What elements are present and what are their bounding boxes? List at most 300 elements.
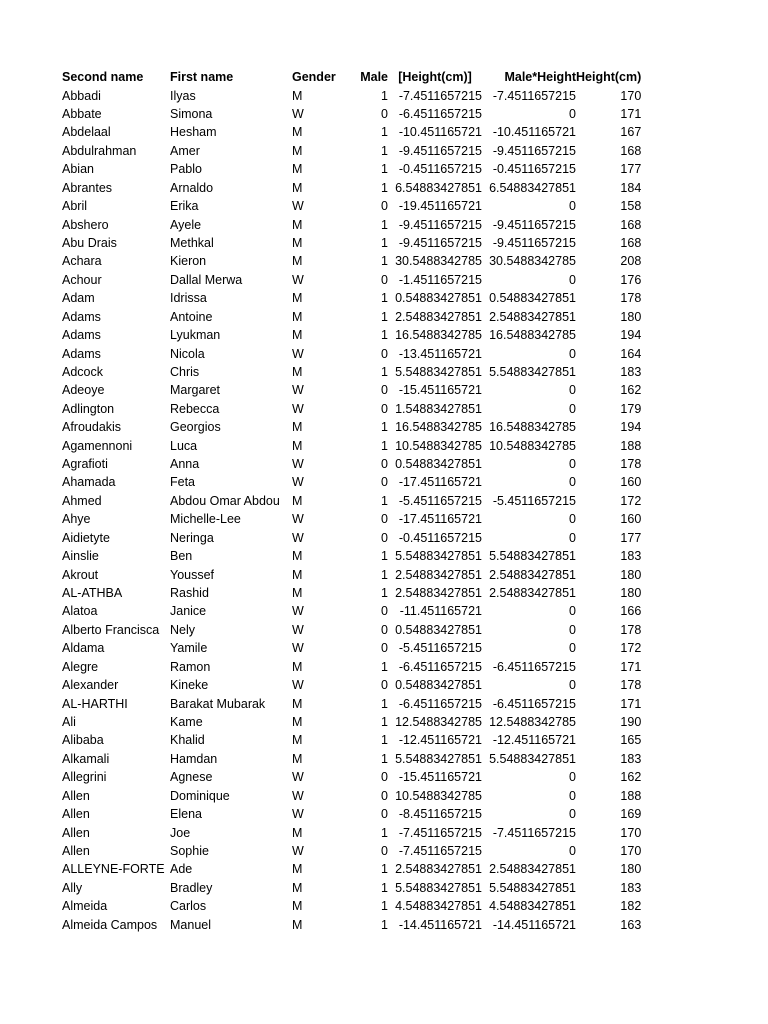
table-row [62, 381, 641, 399]
table-row [62, 915, 641, 933]
first-name-cell: Hesham [170, 125, 217, 140]
gender-cell: W [292, 530, 304, 545]
height-centered-cell: 2.54883427851 [395, 586, 482, 601]
first-name-cell: Luca [170, 438, 198, 453]
gender-cell: M [292, 291, 303, 306]
first-name-cell: Pablo [170, 162, 202, 177]
first-name-cell: Bradley [170, 880, 213, 895]
gender-cell: M [292, 567, 303, 582]
first-name-cell: Carlos [170, 899, 207, 914]
male-height-cell: -0.4511657215 [492, 162, 576, 177]
height-centered-cell: 2.54883427851 [395, 567, 482, 582]
table-row [62, 455, 641, 473]
male-height-cell: 0 [569, 401, 576, 416]
first-name-cell: Sophie [170, 843, 209, 858]
height-centered-cell: 12.5488342785 [395, 714, 482, 729]
height-cm-cell: 160 [620, 512, 642, 527]
first-name-cell: Manuel [170, 917, 211, 932]
second-name-cell: Adams [62, 346, 101, 361]
height-centered-cell: 2.54883427851 [395, 309, 482, 324]
height-centered-cell: -9.4511657215 [398, 217, 482, 232]
height-centered-cell: -17.451165721 [398, 475, 482, 490]
male-height-cell: 0 [569, 272, 576, 287]
male-height-cell: 5.54883427851 [489, 364, 576, 379]
second-name-cell: Almeida Campos [62, 917, 158, 932]
male-cell: 1 [381, 751, 388, 766]
male-cell: 1 [381, 733, 388, 748]
gender-cell: M [292, 917, 303, 932]
height-cm-cell: 168 [620, 143, 642, 158]
table-row [62, 234, 641, 252]
male-height-cell: 0 [569, 475, 576, 490]
gender-cell: W [292, 475, 304, 490]
header-second-name: Second name [62, 70, 144, 85]
first-name-cell: Ben [170, 549, 193, 564]
male-height-cell: 0 [569, 843, 576, 858]
first-name-cell: Ade [170, 862, 193, 877]
height-centered-cell: 16.5488342785 [395, 328, 482, 343]
height-cm-cell: 171 [620, 696, 642, 711]
male-cell: 0 [381, 530, 388, 545]
second-name-cell: Adlington [62, 401, 115, 416]
height-centered-cell: 0.54883427851 [395, 291, 482, 306]
height-centered-cell: -5.4511657215 [398, 493, 482, 508]
second-name-cell: Ali [62, 714, 76, 729]
height-cm-cell: 162 [620, 383, 642, 398]
height-cm-cell: 194 [620, 328, 642, 343]
male-cell: 0 [381, 346, 388, 361]
male-height-cell: 0 [569, 678, 576, 693]
male-cell: 0 [381, 604, 388, 619]
height-centered-cell: 4.54883427851 [395, 899, 482, 914]
first-name-cell: Feta [170, 475, 196, 490]
first-name-cell: Hamdan [170, 751, 218, 766]
male-cell: 0 [381, 678, 388, 693]
table-row [62, 142, 641, 160]
male-cell: 1 [381, 236, 388, 250]
table-row [62, 160, 641, 178]
first-name-cell: Antoine [170, 309, 213, 324]
male-cell: 1 [381, 917, 388, 932]
first-name-cell: Michelle-Lee [170, 512, 241, 527]
male-cell: 1 [381, 125, 388, 140]
gender-cell: M [292, 659, 303, 674]
male-height-cell: -5.4511657215 [492, 493, 576, 508]
height-centered-cell: -17.451165721 [398, 512, 482, 527]
table-row [62, 584, 641, 602]
second-name-cell: Alkamali [62, 751, 110, 766]
height-cm-cell: 194 [620, 420, 642, 435]
gender-cell: W [292, 843, 304, 858]
header-first-name: First name [170, 70, 234, 85]
second-name-cell: Abdulrahman [62, 143, 137, 158]
height-cm-cell: 169 [620, 807, 642, 822]
male-height-cell: 0 [569, 512, 576, 527]
table-row [62, 307, 641, 325]
gender-cell: W [292, 199, 304, 214]
male-cell: 0 [381, 457, 388, 472]
first-name-cell: Idrissa [170, 291, 207, 306]
second-name-cell: ALLEYNE-FORTE [62, 862, 165, 877]
height-cm-cell: 178 [620, 291, 642, 306]
table-row [62, 529, 641, 547]
table-row [62, 252, 641, 270]
athlete-height-table [62, 68, 641, 934]
second-name-cell: Almeida [62, 899, 108, 914]
first-name-cell: Janice [170, 604, 207, 619]
male-height-cell: -7.4511657215 [492, 825, 576, 840]
first-name-cell: Ilyas [170, 88, 196, 103]
first-name-cell: Youssef [170, 567, 215, 582]
first-name-cell: Rebecca [170, 401, 220, 416]
male-cell: 0 [381, 641, 388, 656]
male-height-cell: 0 [569, 788, 576, 803]
height-centered-cell: -0.4511657215 [398, 162, 482, 177]
second-name-cell: Ally [62, 880, 83, 895]
table-row [62, 400, 641, 418]
gender-cell: M [292, 549, 303, 564]
height-centered-cell: -10.451165721 [398, 125, 482, 140]
gender-cell: M [292, 180, 303, 195]
gender-cell: M [292, 217, 303, 232]
height-cm-cell: 158 [620, 199, 642, 214]
header-height-cm: Height(cm) [576, 70, 642, 85]
male-cell: 1 [381, 291, 388, 306]
male-cell: 1 [381, 567, 388, 582]
male-cell: 1 [381, 586, 388, 601]
table-row [62, 786, 641, 804]
male-height-cell: -7.4511657215 [492, 88, 576, 103]
table-row [62, 363, 641, 381]
second-name-cell: Alberto Francisca [62, 622, 160, 637]
height-cm-cell: 180 [620, 567, 642, 582]
height-cm-cell: 178 [620, 622, 642, 637]
height-centered-cell: -15.451165721 [398, 770, 482, 785]
male-cell: 0 [381, 107, 388, 122]
first-name-cell: Joe [170, 825, 191, 840]
gender-cell: W [292, 401, 304, 416]
table-row [62, 473, 641, 491]
height-centered-cell: -7.4511657215 [398, 843, 482, 858]
gender-cell: W [292, 272, 304, 287]
gender-cell: M [292, 714, 303, 729]
height-cm-cell: 168 [620, 236, 642, 250]
table-row [62, 694, 641, 712]
first-name-cell: Arnaldo [170, 180, 214, 195]
gender-cell: W [292, 383, 304, 398]
height-cm-cell: 168 [620, 217, 642, 232]
male-height-cell: 0 [569, 622, 576, 637]
male-height-cell: 0 [569, 199, 576, 214]
second-name-cell: Abbadi [62, 88, 101, 103]
second-name-cell: Abril [62, 199, 88, 214]
height-cm-cell: 188 [620, 788, 642, 803]
height-centered-cell: 30.5488342785 [395, 254, 482, 269]
second-name-cell: Abdelaal [62, 125, 111, 140]
height-cm-cell: 182 [620, 899, 642, 914]
gender-cell: M [292, 899, 303, 914]
male-cell: 1 [381, 180, 388, 195]
table-row [62, 897, 641, 915]
height-centered-cell: -0.4511657215 [398, 530, 482, 545]
male-cell: 0 [381, 770, 388, 785]
gender-cell: W [292, 788, 304, 803]
male-cell: 1 [381, 309, 388, 324]
male-height-cell: -12.451165721 [492, 733, 576, 748]
table-row [62, 879, 641, 897]
header-male-height: Male*Height [504, 70, 576, 85]
height-cm-cell: 208 [620, 254, 642, 269]
male-cell: 0 [381, 475, 388, 490]
male-height-cell: 10.5488342785 [489, 438, 576, 453]
male-height-cell: 0.54883427851 [489, 291, 576, 306]
second-name-cell: Ahamada [62, 475, 116, 490]
height-cm-cell: 165 [620, 733, 642, 748]
male-cell: 1 [381, 364, 388, 379]
height-cm-cell: 170 [620, 88, 642, 103]
table-row [62, 418, 641, 436]
second-name-cell: Agamennoni [62, 438, 133, 453]
male-cell: 0 [381, 272, 388, 287]
first-name-cell: Nicola [170, 346, 205, 361]
height-centered-cell: 0.54883427851 [395, 457, 482, 472]
male-height-cell: 16.5488342785 [489, 420, 576, 435]
height-centered-cell: 16.5488342785 [395, 420, 482, 435]
second-name-cell: Alatoa [62, 604, 98, 619]
height-cm-cell: 171 [620, 107, 642, 122]
height-centered-cell: -6.4511657215 [398, 659, 482, 674]
gender-cell: M [292, 586, 303, 601]
height-centered-cell: -1.4511657215 [398, 272, 482, 287]
height-cm-cell: 183 [620, 880, 642, 895]
height-centered-cell: -9.4511657215 [398, 143, 482, 158]
gender-cell: M [292, 143, 303, 158]
second-name-cell: Alexander [62, 678, 119, 693]
male-height-cell: 2.54883427851 [489, 862, 576, 877]
height-cm-cell: 177 [620, 162, 642, 177]
height-cm-cell: 190 [620, 714, 642, 729]
second-name-cell: Abshero [62, 217, 109, 232]
first-name-cell: Georgios [170, 420, 221, 435]
second-name-cell: Adeoye [62, 383, 105, 398]
male-cell: 1 [381, 143, 388, 158]
first-name-cell: Kieron [170, 254, 207, 269]
table-row [62, 86, 641, 104]
height-cm-cell: 170 [620, 825, 642, 840]
male-cell: 1 [381, 696, 388, 711]
gender-cell: M [292, 825, 303, 840]
table-row [62, 676, 641, 694]
male-cell: 0 [381, 807, 388, 822]
height-cm-cell: 183 [620, 364, 642, 379]
male-cell: 0 [381, 512, 388, 527]
second-name-cell: Adams [62, 328, 101, 343]
height-centered-cell: -7.4511657215 [398, 88, 482, 103]
second-name-cell: Abrantes [62, 180, 113, 195]
header-height-centered: [Height(cm)] [398, 70, 472, 85]
height-centered-cell: 0.54883427851 [395, 622, 482, 637]
table-row [62, 344, 641, 362]
male-height-cell: 0 [569, 641, 576, 656]
table-body [62, 86, 641, 933]
male-height-cell: 5.54883427851 [489, 880, 576, 895]
male-height-cell: -6.4511657215 [492, 659, 576, 674]
table-row [62, 602, 641, 620]
header-row [62, 68, 641, 86]
male-height-cell: 2.54883427851 [489, 567, 576, 582]
first-name-cell: Abdou Omar Abdou [170, 493, 280, 508]
table-row [62, 658, 641, 676]
table-row [62, 215, 641, 233]
second-name-cell: Allegrini [62, 770, 107, 785]
male-cell: 1 [381, 899, 388, 914]
male-cell: 1 [381, 162, 388, 177]
gender-cell: M [292, 438, 303, 453]
gender-cell: M [292, 254, 303, 269]
header-gender: Gender [292, 70, 336, 85]
male-cell: 0 [381, 401, 388, 416]
male-height-cell: 2.54883427851 [489, 586, 576, 601]
height-cm-cell: 166 [620, 604, 642, 619]
second-name-cell: Ahmed [62, 493, 102, 508]
male-height-cell: -9.4511657215 [492, 217, 576, 232]
height-cm-cell: 184 [620, 180, 642, 195]
height-centered-cell: 2.54883427851 [395, 862, 482, 877]
first-name-cell: Chris [170, 364, 200, 379]
male-height-cell: -14.451165721 [492, 917, 576, 932]
gender-cell: W [292, 457, 304, 472]
height-centered-cell: 6.54883427851 [395, 180, 482, 195]
gender-cell: W [292, 807, 304, 822]
male-cell: 0 [381, 622, 388, 637]
table-row [62, 289, 641, 307]
table-row [62, 123, 641, 141]
first-name-cell: Methkal [170, 236, 214, 250]
table-row [62, 510, 641, 528]
male-cell: 1 [381, 328, 388, 343]
table-row [62, 492, 641, 510]
table-row [62, 713, 641, 731]
first-name-cell: Dallal Merwa [170, 272, 243, 287]
first-name-cell: Kineke [170, 678, 209, 693]
gender-cell: M [292, 420, 303, 435]
second-name-cell: AL-ATHBA [62, 586, 123, 601]
table-row [62, 271, 641, 289]
height-centered-cell: -8.4511657215 [398, 807, 482, 822]
male-cell: 1 [381, 880, 388, 895]
second-name-cell: Alibaba [62, 733, 104, 748]
second-name-cell: Achara [62, 254, 102, 269]
male-height-cell: -9.4511657215 [492, 143, 576, 158]
height-cm-cell: 170 [620, 843, 642, 858]
table-row [62, 731, 641, 749]
male-cell: 1 [381, 254, 388, 269]
height-cm-cell: 167 [620, 125, 642, 140]
height-centered-cell: 5.54883427851 [395, 880, 482, 895]
first-name-cell: Yamile [170, 641, 208, 656]
male-cell: 1 [381, 549, 388, 564]
gender-cell: W [292, 604, 304, 619]
second-name-cell: Abian [62, 162, 94, 177]
first-name-cell: Amer [170, 143, 200, 158]
male-height-cell: 30.5488342785 [489, 254, 576, 269]
table-row [62, 842, 641, 860]
second-name-cell: Aldama [62, 641, 105, 656]
first-name-cell: Rashid [170, 586, 209, 601]
first-name-cell: Khalid [170, 733, 205, 748]
height-cm-cell: 188 [620, 438, 642, 453]
height-cm-cell: 180 [620, 862, 642, 877]
gender-cell: M [292, 328, 303, 343]
gender-cell: M [292, 862, 303, 877]
second-name-cell: AL-HARTHI [62, 696, 128, 711]
male-cell: 1 [381, 659, 388, 674]
height-cm-cell: 162 [620, 770, 642, 785]
male-cell: 1 [381, 493, 388, 508]
male-height-cell: 0 [569, 807, 576, 822]
second-name-cell: Agrafioti [62, 457, 108, 472]
gender-cell: M [292, 125, 303, 140]
male-height-cell: 0 [569, 107, 576, 122]
male-cell: 0 [381, 788, 388, 803]
second-name-cell: Achour [62, 272, 102, 287]
table-row [62, 326, 641, 344]
height-centered-cell: -19.451165721 [398, 199, 482, 214]
height-centered-cell: 10.5488342785 [395, 788, 482, 803]
gender-cell: W [292, 770, 304, 785]
male-height-cell: 0 [569, 346, 576, 361]
male-cell: 1 [381, 825, 388, 840]
male-height-cell: 0 [569, 604, 576, 619]
second-name-cell: Akrout [62, 567, 99, 582]
height-centered-cell: -7.4511657215 [398, 825, 482, 840]
second-name-cell: Allen [62, 788, 90, 803]
gender-cell: W [292, 641, 304, 656]
male-cell: 0 [381, 843, 388, 858]
second-name-cell: Allen [62, 807, 90, 822]
second-name-cell: Adams [62, 309, 101, 324]
second-name-cell: Allen [62, 843, 90, 858]
height-centered-cell: -6.4511657215 [398, 696, 482, 711]
first-name-cell: Neringa [170, 530, 214, 545]
height-centered-cell: 10.5488342785 [395, 438, 482, 453]
second-name-cell: Aidietyte [62, 530, 110, 545]
first-name-cell: Ramon [170, 659, 211, 674]
gender-cell: M [292, 696, 303, 711]
second-name-cell: Alegre [62, 659, 99, 674]
table-row [62, 639, 641, 657]
header-male: Male [360, 70, 388, 85]
table-row [62, 105, 641, 123]
height-cm-cell: 176 [620, 272, 642, 287]
first-name-cell: Simona [170, 107, 213, 122]
height-cm-cell: 178 [620, 678, 642, 693]
gender-cell: M [292, 733, 303, 748]
second-name-cell: Abu Drais [62, 236, 117, 250]
table-row [62, 860, 641, 878]
male-height-cell: -9.4511657215 [492, 236, 576, 250]
male-cell: 1 [381, 88, 388, 103]
height-centered-cell: 5.54883427851 [395, 549, 482, 564]
first-name-cell: Elena [170, 807, 202, 822]
male-cell: 1 [381, 862, 388, 877]
first-name-cell: Barakat Mubarak [170, 696, 266, 711]
male-height-cell: 6.54883427851 [489, 180, 576, 195]
second-name-cell: Abbate [62, 107, 102, 122]
male-height-cell: 0 [569, 457, 576, 472]
height-cm-cell: 180 [620, 309, 642, 324]
height-centered-cell: -9.4511657215 [398, 236, 482, 250]
